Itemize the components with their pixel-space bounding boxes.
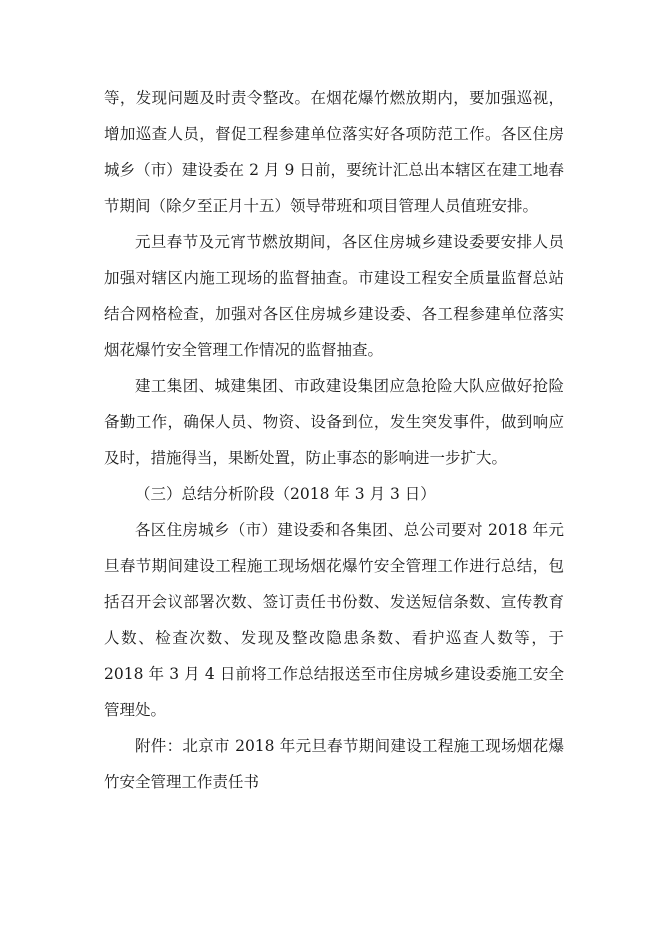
document-body xyxy=(104,80,564,800)
paragraph-attachment: 附件：北京市 2018 年元旦春节期间建设工程施工现场烟花爆竹安全管理工作责任书 xyxy=(104,737,564,791)
paragraph-emergency-rescue: 建工集团、城建集团、市政建设集团应急抢险大队应做好抢险备勤工作，确保人员、物资、设备到位，发生突发事件，做到响应及时，措施得当，果断处置，防止事态的影响进一步扩大。 xyxy=(104,377,564,467)
paragraph-continuation: 等，发现问题及时责令整改。在烟花爆竹燃放期内，要加强巡视，增加巡查人员，督促工程参建单位落实好各项防范工作。各区住房城乡（市）建设委在 2 月 9 日前，要统计汇总出本辖区在建工地春节期间（除夕至正月十五）领导带班和项目管理人员值班安排。 xyxy=(104,89,564,215)
paragraph-summary-report: 各区住房城乡（市）建设委和各集团、总公司要对 2018 年元旦春节期间建设工程施工现场烟花爆竹安全管理工作进行总结，包括召开会议部署次数、签订责任书份数、发送短信条数、宣传教育人数、检查次数、发现及整改隐患条数、看护巡查人数等，于 2018 年 3 月 4 日前将工作总结报送至市住房城乡建设委施工安全管理处。 xyxy=(104,521,564,719)
paragraph-fireworks-inspection: 元旦春节及元宵节燃放期间，各区住房城乡建设委要安排人员加强对辖区内施工现场的监督抽查。市建设工程安全质量监督总站结合网格检查，加强对各区住房城乡建设委、各工程参建单位落实烟花爆竹安全管理工作情况的监督抽查。 xyxy=(104,233,564,359)
section-heading-summary-stage: （三）总结分析阶段（2018 年 3 月 3 日） xyxy=(135,485,436,503)
